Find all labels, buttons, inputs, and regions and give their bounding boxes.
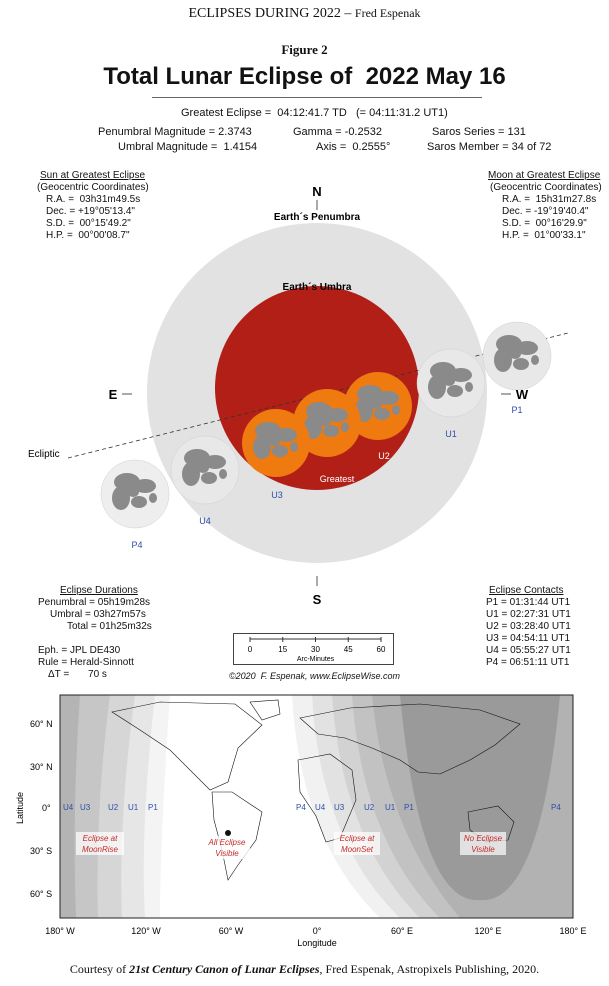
- author-name: Fred Espenak: [354, 6, 421, 20]
- duration-umbral: Umbral = 03h27m57s: [50, 609, 146, 620]
- contact-u1: U1 = 02:27:31 UT1: [486, 609, 571, 620]
- eclipse-contacts: [486, 585, 571, 669]
- page-title: ECLIPSES DURING 2022: [188, 6, 341, 21]
- scale-label: Arc-Minutes: [296, 656, 335, 663]
- longitude-label: Longitude: [297, 938, 337, 948]
- label-u1: U1: [445, 429, 457, 439]
- region-moonset-line2: MoonSet: [340, 845, 374, 854]
- saros-series: Saros Series = 131: [432, 126, 526, 138]
- lon-tick-180w: 180° W: [45, 926, 75, 936]
- delta-t-value: 70 s: [88, 669, 107, 680]
- ephemeris-info: [38, 645, 134, 681]
- lon-tick-60e: 60° E: [390, 926, 414, 936]
- moon-dec: Dec. = -19°19'40.4": [502, 206, 589, 217]
- map-label-p4-far: P4: [551, 803, 561, 812]
- moon-subtitle: (Geocentric Coordinates): [490, 182, 602, 193]
- duration-total: Total = 01h25m32s: [67, 621, 152, 632]
- moon-sd: S.D. = 00°16'29.9": [502, 218, 587, 229]
- sun-dec: Dec. = +19°05'13.4": [46, 206, 135, 217]
- footer-suffix: , Fred Espenak, Astropixels Publishing, 2020.: [319, 962, 540, 976]
- contacts-title: Eclipse Contacts: [489, 585, 564, 596]
- sun-hp: H.P. = 00°00'08.7": [46, 230, 130, 241]
- ecliptic-label: Ecliptic: [28, 449, 60, 460]
- scale-tick-30: 30: [311, 645, 320, 654]
- map-label-u1-west: U1: [128, 803, 139, 812]
- lat-tick-30s: 30° S: [30, 846, 53, 856]
- moon-p4: [101, 460, 169, 528]
- gamma: Gamma = -0.2532: [293, 126, 382, 138]
- map-label-u3-west: U3: [80, 803, 91, 812]
- saros-member: Saros Member = 34 of 72: [427, 141, 552, 153]
- durations-title: Eclipse Durations: [60, 585, 138, 596]
- contact-u2: U2 = 03:28:40 UT1: [486, 621, 571, 632]
- moon-p1: [483, 322, 551, 390]
- copyright: ©2020 F. Espenak, www.EclipseWise.com: [229, 671, 400, 681]
- figure-label: Figure 2: [281, 42, 328, 57]
- map-label-p1-east: P1: [404, 803, 414, 812]
- penumbral-magnitude: Penumbral Magnitude = 2.3743: [98, 126, 252, 138]
- lat-tick-0: 0°: [42, 803, 51, 813]
- region-none-line1: No Eclipse: [463, 834, 503, 843]
- region-all-line2: Visible: [215, 849, 239, 858]
- moon-u4: [171, 436, 239, 504]
- north-label: N: [312, 184, 322, 199]
- label-u3: U3: [271, 490, 283, 500]
- moon-u3: [242, 409, 310, 477]
- umbra-label: Earth´s Umbra: [282, 282, 352, 293]
- lon-tick-120e: 120° E: [474, 926, 502, 936]
- lat-tick-60n: 60° N: [30, 719, 53, 729]
- visibility-map: [0, 690, 609, 955]
- page-header: ECLIPSES DURING 2022 – Fred Espenak: [188, 6, 421, 21]
- map-label-p1-west: P1: [148, 803, 158, 812]
- sun-title: Sun at Greatest Eclipse: [40, 170, 146, 181]
- region-moonset-line1: Eclipse at: [339, 834, 375, 843]
- scale-tick-60: 60: [376, 645, 386, 654]
- umbral-magnitude: Umbral Magnitude = 1.4154: [118, 141, 258, 153]
- duration-penumbral: Penumbral = 05h19m28s: [38, 597, 151, 608]
- east-label: E: [108, 387, 118, 402]
- lon-tick-60w: 60° W: [218, 926, 244, 936]
- map-label-u2-west: U2: [108, 803, 119, 812]
- axis: Axis = 0.2555°: [316, 141, 391, 153]
- lon-tick-0: 0°: [312, 926, 322, 936]
- map-label-u3-east: U3: [334, 803, 345, 812]
- map-label-p4-east: P4: [296, 803, 306, 812]
- label-p4: P4: [131, 540, 143, 550]
- moon-u1: [417, 349, 485, 417]
- lat-tick-60s: 60° S: [30, 889, 53, 899]
- south-label: S: [312, 592, 322, 607]
- label-u4: U4: [199, 516, 211, 526]
- ephemeris: Eph. = JPL DE430: [38, 645, 121, 656]
- scale-tick-0: 0: [247, 645, 253, 654]
- map-marker: [225, 830, 231, 836]
- sun-sd: S.D. = 00°15'49.2": [46, 218, 131, 229]
- footer-book: 21st Century Canon of Lunar Eclipses: [129, 962, 320, 976]
- scale-tick-45: 45: [343, 645, 353, 654]
- label-p1: P1: [511, 405, 523, 415]
- delta-t-label: ΔT =: [48, 669, 70, 680]
- moon-hp: H.P. = 01°00'33.1": [502, 230, 586, 241]
- west-label: W: [515, 387, 529, 402]
- region-none-line2: Visible: [471, 845, 495, 854]
- lat-tick-30n: 30° N: [30, 762, 53, 772]
- lon-tick-120w: 120° W: [131, 926, 161, 936]
- contact-p4: P4 = 06:51:11 UT1: [486, 657, 570, 668]
- region-moonrise-line1: Eclipse at: [82, 834, 118, 843]
- sun-ra: R.A. = 03h31m49.5s: [46, 194, 141, 205]
- footer-prefix: Courtesy of: [69, 962, 130, 976]
- arcminute-scale: [233, 633, 394, 665]
- latitude-label: Latitude: [15, 791, 25, 825]
- contact-p1: P1 = 01:31:44 UT1: [486, 597, 571, 608]
- region-all-line1: All Eclipse: [208, 838, 246, 847]
- label-u2: U2: [378, 451, 390, 461]
- penumbra-label: Earth´s Penumbra: [273, 212, 361, 223]
- eclipse-durations: [38, 585, 152, 633]
- contact-u3: U3 = 04:54:11 UT1: [486, 633, 571, 644]
- moon-ra: R.A. = 15h31m27.8s: [502, 194, 597, 205]
- map-label-u2-east: U2: [364, 803, 375, 812]
- scale-tick-15: 15: [278, 645, 288, 654]
- footer-credit: [0, 962, 609, 977]
- moon-title: Moon at Greatest Eclipse: [488, 170, 601, 181]
- sun-subtitle: (Geocentric Coordinates): [37, 182, 149, 193]
- greatest-eclipse: Greatest Eclipse = 04:12:41.7 TD (= 04:11:31.2 UT1): [181, 107, 448, 119]
- map-label-u1-east: U1: [385, 803, 396, 812]
- main-title: Total Lunar Eclipse of 2022 May 16: [103, 63, 506, 90]
- region-moonrise-line2: MoonRise: [81, 845, 119, 854]
- contact-u4: U4 = 05:55:27 UT1: [486, 645, 571, 656]
- label-greatest: Greatest: [319, 474, 355, 484]
- lon-tick-180e: 180° E: [559, 926, 587, 936]
- delta-t-rule: Rule = Herald-Sinnott: [38, 657, 134, 668]
- map-label-u4-west: U4: [63, 803, 74, 812]
- map-label-u4-east: U4: [315, 803, 326, 812]
